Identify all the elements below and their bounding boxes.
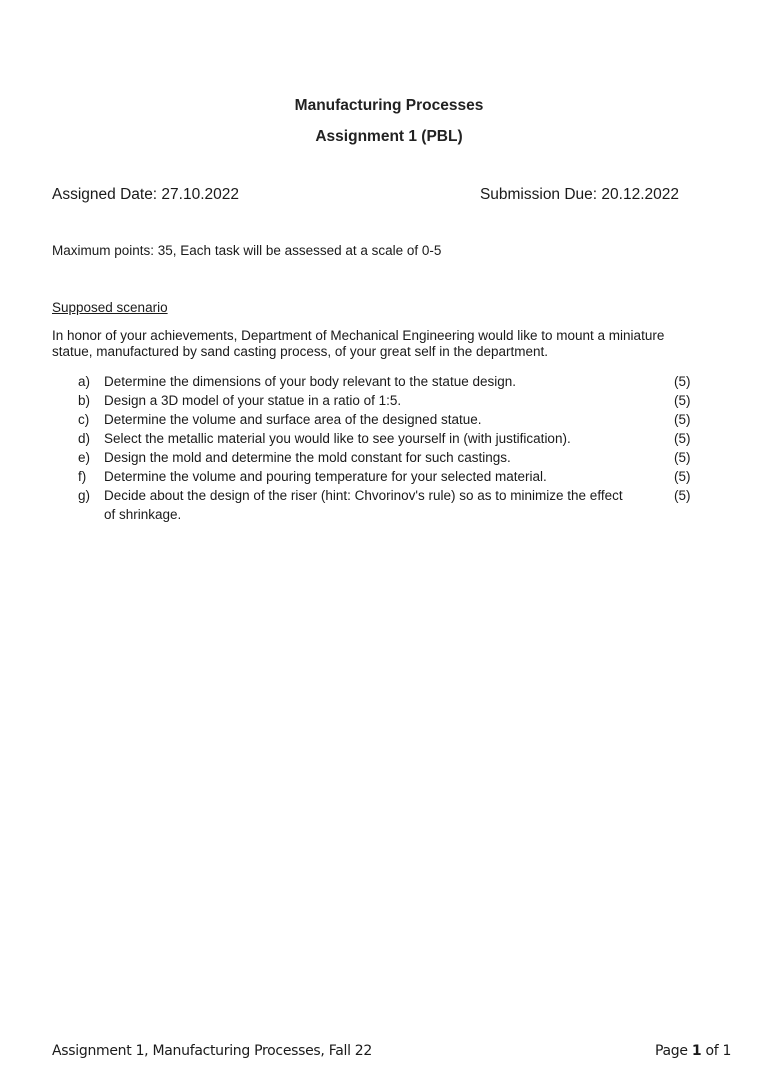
task-list (0, 372, 720, 524)
task-letter: c) (78, 412, 90, 427)
task-points: (5) (674, 431, 691, 446)
task-text: Select the metallic material you would like to see yourself in (with justification). (104, 431, 571, 446)
task-points: (5) (674, 469, 691, 484)
task-item-f (0, 467, 720, 486)
task-text: Determine the volume and surface area of the designed statue. (104, 412, 482, 427)
task-points: (5) (674, 412, 691, 427)
task-item-c (0, 410, 720, 429)
task-points: (5) (674, 488, 691, 503)
task-letter: d) (78, 431, 91, 446)
document-title: Manufacturing Processes (294, 97, 484, 114)
task-points: (5) (674, 374, 691, 389)
assigned-date: Assigned Date: 27.10.2022 (52, 186, 239, 203)
task-letter: b) (78, 393, 91, 408)
task-text: Decide about the design of the riser (hint: Chvorinov's rule) so as to minimize the effect of shrinkage. (104, 488, 623, 522)
maximum-points-note: Maximum points: 35, Each task will be assessed at a scale of 0-5 (52, 243, 442, 258)
task-item-b (0, 391, 720, 410)
footer-page-number (655, 1043, 731, 1059)
page-suffix: of 1 (701, 1043, 732, 1059)
task-points: (5) (674, 393, 691, 408)
footer-course-label: Assignment 1, Manufacturing Processes, Fall 22 (52, 1043, 373, 1059)
task-text: Determine the dimensions of your body relevant to the statue design. (104, 374, 516, 389)
submission-due-date: Submission Due: 20.12.2022 (479, 186, 679, 203)
task-letter: a) (78, 374, 91, 389)
task-item-e (0, 448, 720, 467)
task-letter: e) (78, 450, 91, 465)
task-text: Design the mold and determine the mold constant for such castings. (104, 450, 511, 465)
scenario-paragraph (52, 328, 720, 360)
task-item-a (0, 372, 720, 391)
task-text: Design a 3D model of your statue in a ratio of 1:5. (104, 393, 402, 408)
scenario-line: In honor of your achievements, Department of Mechanical Engineering would like to mount a miniature (52, 328, 665, 343)
assignment-subtitle: Assignment 1 (PBL) (315, 128, 463, 145)
task-letter: f) (78, 469, 87, 484)
task-points: (5) (674, 450, 691, 465)
page-prefix: Page (655, 1043, 692, 1059)
current-page: 1 (691, 1043, 702, 1059)
scenario-line: statue, manufactured by sand casting process, of your great self in the department. (52, 344, 549, 359)
task-letter: g) (78, 488, 91, 503)
scenario-heading: Supposed scenario (52, 300, 168, 315)
task-item-d (0, 429, 720, 448)
task-text: Determine the volume and pouring temperature for your selected material. (104, 469, 547, 484)
task-item-g (0, 486, 720, 524)
